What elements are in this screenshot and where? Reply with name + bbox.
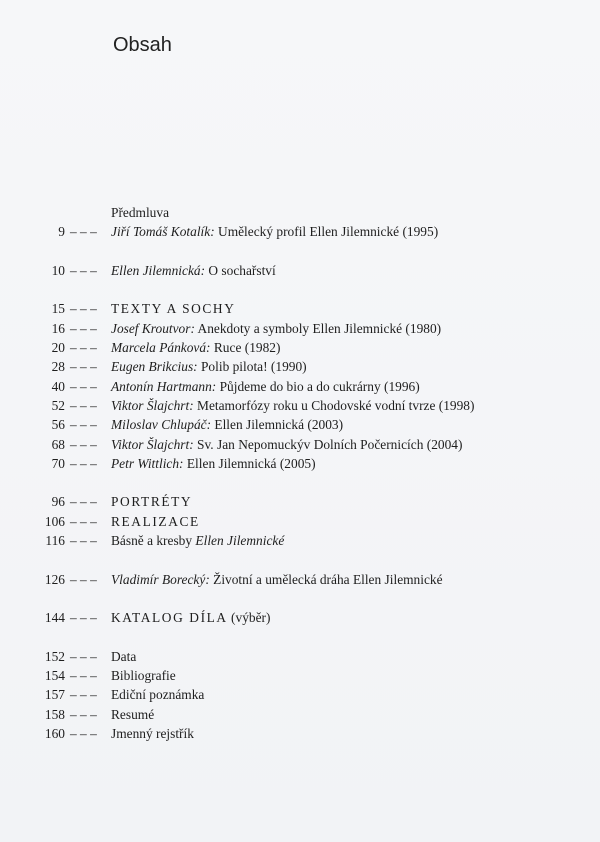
toc-leader-dashes: – – – (70, 359, 97, 375)
toc-page-number: 56 (51, 417, 65, 433)
toc-title-text: Polib pilota! (1990) (197, 359, 307, 375)
toc-title-text: Básně a kresby (111, 533, 196, 549)
toc-page-number: 96 (51, 494, 65, 510)
toc-entry-title (111, 570, 443, 589)
toc-page-number: 116 (45, 533, 65, 549)
toc-entry (0, 570, 600, 589)
toc-entry-title (111, 666, 176, 685)
toc-entry (0, 647, 600, 666)
toc-leader-dashes: – – – (70, 610, 97, 626)
toc-entry-title (111, 705, 154, 724)
toc-leader-dashes: – – – (70, 455, 97, 471)
toc-title-text: Sv. Jan Nepomuckýv Dolních Počernicích (2004) (193, 436, 463, 452)
toc-entry-title (111, 415, 343, 434)
toc-entry-title (111, 396, 474, 415)
table-of-contents (0, 203, 600, 743)
toc-entry (0, 338, 600, 357)
toc-entry (0, 492, 600, 511)
toc-entry (0, 396, 600, 415)
toc-entry-title (111, 435, 462, 454)
toc-entry-title (111, 492, 192, 511)
toc-page-number: 9 (58, 224, 65, 240)
toc-author: Petr Wittlich: (111, 455, 184, 471)
toc-title-text: O sochařství (205, 262, 276, 278)
toc-entry (0, 435, 600, 454)
toc-title-text: Bibliografie (111, 668, 176, 684)
toc-leader-dashes: – – – (70, 706, 97, 722)
toc-leader-dashes: – – – (70, 301, 97, 317)
toc-title-text: PORTRÉTY (111, 494, 193, 510)
toc-author: Marcela Pánková: (111, 340, 211, 356)
toc-entry (0, 203, 600, 222)
toc-entry-title (111, 608, 270, 627)
toc-leader-dashes: – – – (70, 378, 97, 394)
toc-leader-dashes: – – – (70, 494, 97, 510)
toc-page-number: 52 (51, 397, 65, 413)
toc-entry-title (111, 222, 438, 241)
toc-page-number: 144 (44, 610, 65, 626)
toc-author: Jiří Tomáš Kotalík: (111, 224, 215, 240)
toc-title-text: Anekdoty a symboly Ellen Jilemnické (1980) (194, 320, 442, 336)
toc-leader-dashes: – – – (70, 224, 97, 240)
toc-entry-title (111, 338, 280, 357)
toc-entry-title (111, 203, 169, 222)
toc-title-text: Půjdeme do bio a do cukrárny (1996) (216, 378, 420, 394)
toc-title-text: Předmluva (111, 205, 170, 220)
toc-entry-title (111, 685, 204, 704)
toc-page-number: 20 (51, 340, 65, 356)
toc-entry-title (111, 647, 136, 666)
toc-entry (0, 724, 600, 743)
toc-leader-dashes: – – – (70, 687, 97, 703)
toc-title-text: REALIZACE (111, 513, 200, 529)
toc-title-text: Ediční poznámka (111, 687, 205, 703)
toc-leader-dashes: – – – (70, 262, 97, 278)
toc-entry (0, 222, 600, 241)
toc-page-number: 126 (44, 571, 65, 587)
toc-author: Antonín Hartmann: (111, 378, 217, 394)
toc-entry (0, 454, 600, 473)
toc-title-text: Data (111, 648, 137, 664)
toc-leader-dashes: – – – (70, 397, 97, 413)
toc-page-number: 106 (44, 513, 65, 529)
toc-page-number: 70 (51, 455, 65, 471)
page-title: Obsah (113, 34, 172, 56)
toc-entry-title (111, 261, 276, 280)
toc-title-text: Metamorfózy roku u Chodovské vodní tvrze (1998) (193, 397, 475, 413)
toc-page-number: 28 (51, 359, 65, 375)
toc-title-text: Životní a umělecká dráha Ellen Jilemnické (209, 571, 443, 587)
toc-entry-title (111, 724, 194, 743)
toc-entry-title (111, 512, 200, 531)
toc-leader-dashes: – – – (70, 340, 97, 356)
toc-title-text: Jmenný rejstřík (111, 726, 194, 742)
toc-title-text: Ellen Jilemnická (2005) (183, 455, 316, 471)
toc-entry-title (111, 531, 284, 550)
toc-leader-dashes: – – – (70, 533, 97, 549)
toc-author: Viktor Šlajchrt: (111, 436, 194, 452)
toc-leader-dashes: – – – (70, 417, 97, 433)
toc-entry (0, 512, 600, 531)
toc-page-number: 152 (44, 648, 65, 664)
toc-title-italic: Ellen Jilemnické (195, 533, 285, 549)
toc-page-number: 154 (44, 668, 65, 684)
toc-leader-dashes: – – – (70, 436, 97, 452)
toc-page-number: 160 (44, 726, 65, 742)
toc-author: Ellen Jilemnická: (111, 262, 206, 278)
toc-entry (0, 608, 600, 627)
toc-page-number: 158 (44, 706, 65, 722)
toc-title-suffix: (výběr) (227, 610, 271, 626)
toc-entry (0, 685, 600, 704)
toc-page-number: 16 (51, 320, 65, 336)
toc-page-number: 10 (51, 262, 65, 278)
toc-entry-title (111, 319, 441, 338)
toc-leader-dashes: – – – (70, 668, 97, 684)
toc-page-number: 157 (44, 687, 65, 703)
toc-entry (0, 377, 600, 396)
toc-title-text: Ruce (1982) (210, 340, 281, 356)
toc-entry-title (111, 357, 307, 376)
toc-page-number: 15 (51, 301, 65, 317)
toc-title-text: KATALOG DÍLA (111, 610, 228, 626)
toc-entry-title (111, 299, 235, 318)
toc-author: Miloslav Chlupáč: (111, 417, 212, 433)
toc-leader-dashes: – – – (70, 726, 97, 742)
toc-entry (0, 357, 600, 376)
toc-author: Eugen Brikcius: (111, 359, 198, 375)
toc-author: Viktor Šlajchrt: (111, 397, 194, 413)
toc-title-text: Ellen Jilemnická (2003) (211, 417, 344, 433)
toc-entry (0, 415, 600, 434)
toc-entry (0, 299, 600, 318)
toc-page-number: 68 (51, 436, 65, 452)
toc-entry-title (111, 454, 316, 473)
toc-title-text: Resumé (111, 706, 155, 722)
toc-entry-title (111, 377, 420, 396)
toc-leader-dashes: – – – (70, 320, 97, 336)
toc-title-text: Umělecký profil Ellen Jilemnické (1995) (214, 224, 439, 240)
toc-page-number: 40 (51, 378, 65, 394)
toc-entry (0, 531, 600, 550)
toc-author: Josef Kroutvor: (111, 320, 195, 336)
toc-entry (0, 261, 600, 280)
toc-title-text: TEXTY A SOCHY (111, 301, 236, 317)
toc-leader-dashes: – – – (70, 648, 97, 664)
toc-entry (0, 666, 600, 685)
toc-entry (0, 319, 600, 338)
toc-leader-dashes: – – – (70, 571, 97, 587)
toc-entry (0, 705, 600, 724)
toc-author: Vladimír Borecký: (111, 571, 210, 587)
toc-leader-dashes: – – – (70, 513, 97, 529)
